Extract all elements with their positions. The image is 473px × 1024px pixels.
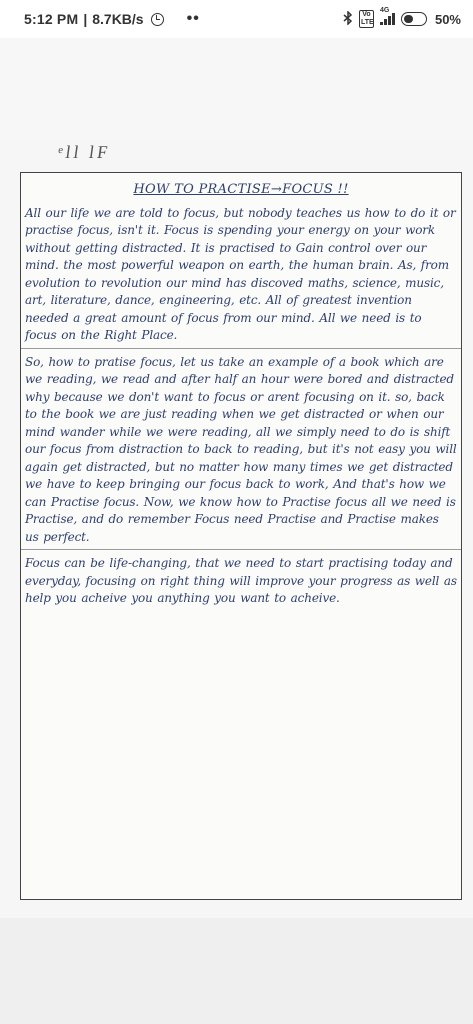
battery-fill [404, 15, 414, 23]
status-time: 5:12 PM [24, 11, 79, 27]
photo-bottom-margin [0, 918, 473, 1024]
signal-icon [379, 7, 395, 25]
network-speed: 8.7KB/s [92, 11, 144, 27]
battery-percent: 50% [434, 11, 461, 27]
status-bar [0, 0, 473, 38]
page-heading: HOW TO PRACTISE→FOCUS !! [133, 182, 349, 197]
signal-bar [388, 16, 391, 25]
status-separator: | [83, 11, 88, 27]
network-type-label: 4G [379, 7, 390, 14]
photo-top-margin [0, 38, 473, 140]
battery-icon [401, 12, 427, 26]
status-left [24, 11, 200, 27]
signal-bar [384, 19, 387, 25]
paragraph: So, how to pratise focus, let us take an example of a book which are we reading, we read and after half an hour were bored and distracted why because we don't want to focus or arent focusing on it. so, back to the book we are just reading when we get distracted or when our mind wander while we were reading, all we simply need to do is shift our focus from distraction to back to reading, but it's not easy you will again get distracted, but no matter how many times we get distracted we have to keep bringing our focus back to work, And that's how we can Practise focus. Now, we know how to Practise focus all we need is Practise, and do remember Focus need Practise and Practise makes us perfect. [21, 354, 461, 551]
handwritten-page [20, 172, 462, 900]
signal-bar [380, 22, 383, 25]
paragraph: All our life we are told to focus, but nobody teaches us how to do it or practise focus, isn't it. Focus is spending your energy on your work without getting distracted. It is practised to Gain control over our mind. the most powerful weapon on earth, the human brain. As, from evolution to revolution our mind has discoved maths, science, music, art, literature, dance, engineering, etc. All of greatest invention needed a great amount of focus from our mind. All we need is to focus on the Right Place. [21, 205, 461, 349]
previous-page-fragment: ᵉll lF [56, 142, 112, 162]
paragraph: Focus can be life-changing, that we need to start practising today and everyday, focusing on right thing will improve your progress as well as help you acheive you anything you want to acheive. [25, 556, 457, 605]
status-right [343, 7, 461, 28]
alarm-icon [151, 13, 164, 26]
bluetooth-icon [343, 11, 353, 28]
volte-icon: Vo LTE [360, 11, 374, 26]
signal-bar [392, 13, 395, 25]
notification-dots: •• [186, 10, 200, 27]
